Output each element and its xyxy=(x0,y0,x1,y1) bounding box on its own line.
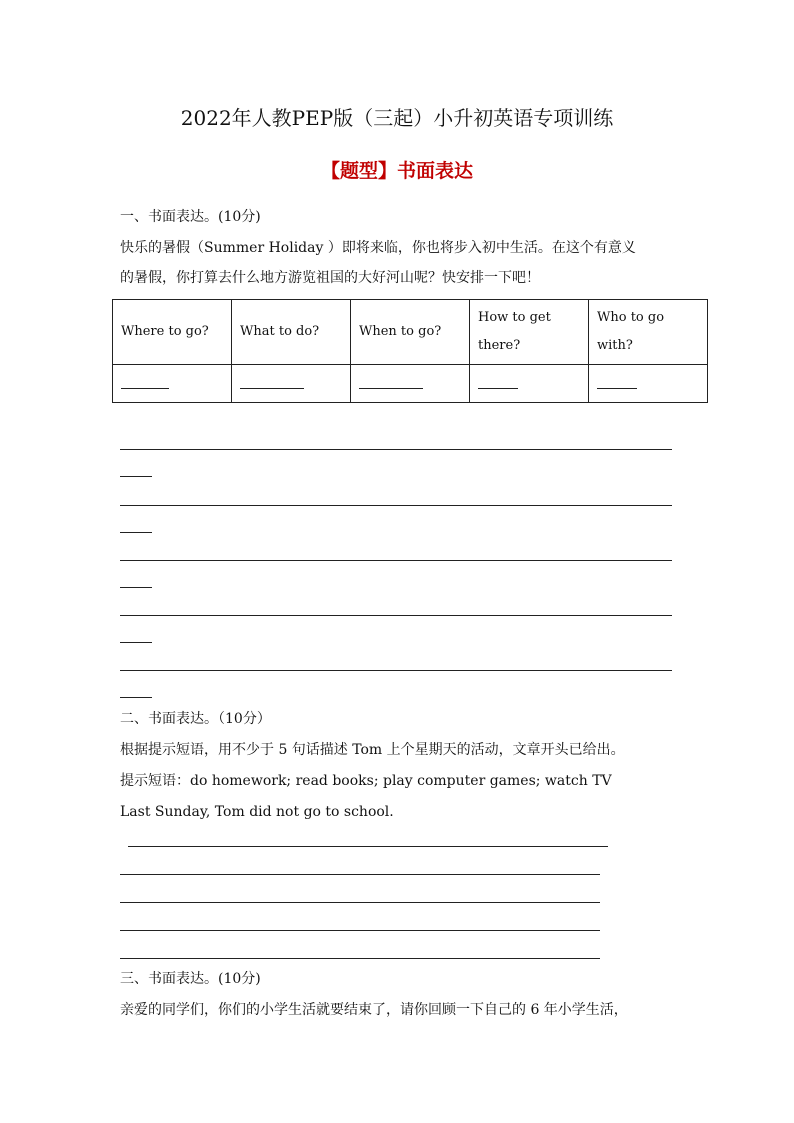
plan-table-answer-cell[interactable] xyxy=(589,365,708,403)
writing-line[interactable] xyxy=(120,449,672,450)
plan-table-header-cell: When to go? xyxy=(351,300,470,365)
writing-line[interactable] xyxy=(128,846,608,847)
writing-line[interactable] xyxy=(120,560,672,561)
writing-line[interactable] xyxy=(120,670,672,671)
page-title: 2022年人教PEP版（三起）小升初英语专项训练 xyxy=(180,106,614,130)
plan-table-answer-cell[interactable] xyxy=(232,365,351,403)
answer-blank[interactable] xyxy=(121,378,169,389)
writing-line[interactable] xyxy=(120,615,672,616)
section3-prompt-line1: 亲爱的同学们，你们的小学生活就要结束了，请你回顾一下自己的 6 年小学生活， xyxy=(120,1002,628,1018)
plan-table-header-cell: Who to go with? xyxy=(589,300,708,365)
writing-line[interactable] xyxy=(120,958,600,959)
section2-heading: 二、书面表达。（10分） xyxy=(120,711,271,727)
section2-hints: 提示短语：do homework; read books; play computer games; watch TV xyxy=(120,773,612,789)
writing-line-stub xyxy=(120,532,152,533)
plan-table xyxy=(112,299,708,403)
section2-opening-sentence: Last Sunday, Tom did not go to school. xyxy=(120,804,394,820)
answer-blank[interactable] xyxy=(478,378,518,389)
writing-line-stub xyxy=(120,476,152,477)
plan-table-header-cell: How to get there? xyxy=(470,300,589,365)
answer-blank[interactable] xyxy=(359,378,423,389)
answer-blank[interactable] xyxy=(597,378,637,389)
section1-prompt-line1: 快乐的暑假（Summer Holiday ）即将来临，你也将步入初中生活。在这个有意义 xyxy=(120,240,636,256)
question-type-heading: 【题型】书面表达 xyxy=(320,160,473,182)
writing-line-stub xyxy=(120,642,152,643)
answer-blank[interactable] xyxy=(240,378,304,389)
writing-line[interactable] xyxy=(120,874,600,875)
section3-heading: 三、书面表达。(10分) xyxy=(120,971,261,987)
plan-table-answer-row xyxy=(113,365,708,403)
section2-instruction: 根据提示短语，用不少于 5 句话描述 Tom 上个星期天的活动，文章开头已给出。 xyxy=(120,742,625,758)
writing-line-stub xyxy=(120,697,152,698)
plan-table-header-cell: Where to go? xyxy=(113,300,232,365)
writing-line[interactable] xyxy=(120,505,672,506)
plan-table-answer-cell[interactable] xyxy=(470,365,589,403)
section1-heading: 一、书面表达。(10分) xyxy=(120,209,261,225)
plan-table-header-cell: What to do? xyxy=(232,300,351,365)
writing-line[interactable] xyxy=(120,930,600,931)
writing-line[interactable] xyxy=(120,902,600,903)
section1-prompt-line2: 的暑假，你打算去什么地方游览祖国的大好河山呢？快安排一下吧！ xyxy=(120,270,540,286)
plan-table-answer-cell[interactable] xyxy=(351,365,470,403)
plan-table-answer-cell[interactable] xyxy=(113,365,232,403)
plan-table-header-row xyxy=(113,300,708,365)
writing-line-stub xyxy=(120,587,152,588)
